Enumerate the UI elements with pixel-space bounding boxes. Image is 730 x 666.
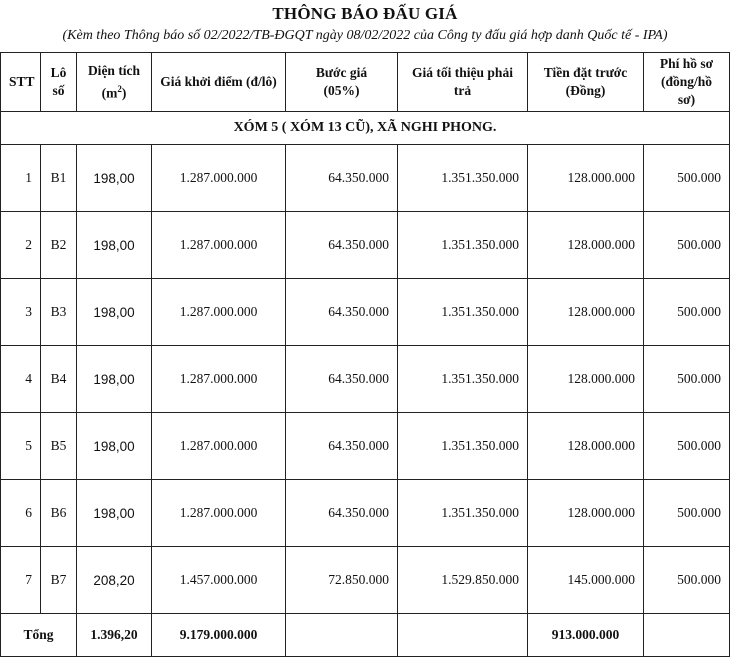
table-row [1, 212, 730, 279]
table-row [1, 413, 730, 480]
header-min-price-line1: Giá tối thiệu phải [412, 65, 513, 80]
table-row [1, 145, 730, 212]
header-row [1, 53, 730, 112]
header-deposit-line1: Tiền đặt trước [543, 65, 628, 80]
total-start-price: 9.179.000.000 [152, 614, 286, 657]
cell-step: 64.350.000 [286, 480, 398, 547]
cell-stt: 2 [1, 212, 41, 279]
cell-fee: 500.000 [644, 279, 730, 346]
cell-lot: B3 [41, 279, 77, 346]
cell-deposit: 128.000.000 [528, 346, 644, 413]
header-deposit-line2: (Đồng) [565, 83, 606, 98]
header-start-price: Giá khởi điểm (đ/lô) [152, 53, 286, 112]
cell-step: 64.350.000 [286, 279, 398, 346]
cell-deposit: 128.000.000 [528, 279, 644, 346]
total-step [286, 614, 398, 657]
cell-area: 208,20 [77, 547, 152, 614]
cell-deposit: 128.000.000 [528, 413, 644, 480]
header-step [286, 53, 398, 112]
cell-start-price: 1.287.000.000 [152, 480, 286, 547]
cell-deposit: 128.000.000 [528, 480, 644, 547]
total-area: 1.396,20 [77, 614, 152, 657]
cell-fee: 500.000 [644, 212, 730, 279]
cell-fee: 500.000 [644, 145, 730, 212]
header-step-line1: Bước giá [315, 65, 368, 80]
cell-lot: B1 [41, 145, 77, 212]
cell-area: 198,00 [77, 346, 152, 413]
cell-min-price: 1.351.350.000 [398, 346, 528, 413]
cell-fee: 500.000 [644, 547, 730, 614]
cell-start-price: 1.287.000.000 [152, 346, 286, 413]
total-fee [644, 614, 730, 657]
header-min-price-line2: trả [453, 83, 472, 98]
header-area-unit-sup: 2 [117, 83, 122, 94]
cell-step: 64.350.000 [286, 145, 398, 212]
cell-area: 198,00 [77, 145, 152, 212]
cell-lot: B5 [41, 413, 77, 480]
cell-lot: B4 [41, 346, 77, 413]
cell-step: 64.350.000 [286, 413, 398, 480]
cell-start-price: 1.287.000.000 [152, 212, 286, 279]
cell-deposit: 128.000.000 [528, 145, 644, 212]
cell-stt: 6 [1, 480, 41, 547]
header-area [77, 53, 152, 112]
header-area-line1: Diện tích [87, 62, 141, 78]
header-min-price [398, 53, 528, 112]
header-fee-line2: (đồng/hồ sơ) [660, 74, 713, 107]
cell-min-price: 1.351.350.000 [398, 212, 528, 279]
header-lot-line2: số [52, 83, 65, 98]
cell-area: 198,00 [77, 279, 152, 346]
cell-min-price: 1.351.350.000 [398, 413, 528, 480]
cell-lot: B2 [41, 212, 77, 279]
cell-deposit: 128.000.000 [528, 212, 644, 279]
table-row [1, 346, 730, 413]
cell-area: 198,00 [77, 212, 152, 279]
cell-area: 198,00 [77, 413, 152, 480]
section-title: XÓM 5 ( XÓM 13 CŨ), XÃ NGHI PHONG. [1, 112, 730, 145]
cell-start-price: 1.457.000.000 [152, 547, 286, 614]
cell-fee: 500.000 [644, 413, 730, 480]
cell-step: 64.350.000 [286, 212, 398, 279]
cell-stt: 5 [1, 413, 41, 480]
cell-stt: 7 [1, 547, 41, 614]
section-row [1, 112, 730, 145]
cell-stt: 4 [1, 346, 41, 413]
header-deposit [528, 53, 644, 112]
cell-deposit: 145.000.000 [528, 547, 644, 614]
cell-min-price: 1.351.350.000 [398, 279, 528, 346]
header-fee [644, 53, 730, 112]
table-row [1, 547, 730, 614]
cell-step: 72.850.000 [286, 547, 398, 614]
cell-lot: B6 [41, 480, 77, 547]
total-label: Tổng [1, 614, 77, 657]
cell-area: 198,00 [77, 480, 152, 547]
table-row [1, 279, 730, 346]
cell-stt: 1 [1, 145, 41, 212]
header-area-unit-close: ) [121, 85, 127, 101]
total-min-price [398, 614, 528, 657]
cell-min-price: 1.351.350.000 [398, 145, 528, 212]
header-lot [41, 53, 77, 112]
header-stt: STT [1, 53, 41, 112]
table-row [1, 480, 730, 547]
cell-step: 64.350.000 [286, 346, 398, 413]
cell-start-price: 1.287.000.000 [152, 145, 286, 212]
cell-start-price: 1.287.000.000 [152, 413, 286, 480]
document-subtitle: (Kèm theo Thông báo số 02/2022/TB-ĐGQT ngày 08/02/2022 của Công ty đấu giá hợp danh Quốc tế - IPA) [62, 28, 668, 43]
total-row [1, 614, 730, 657]
total-deposit: 913.000.000 [528, 614, 644, 657]
cell-fee: 500.000 [644, 346, 730, 413]
auction-table [0, 52, 730, 657]
header-lot-line1: Lô [50, 65, 67, 80]
header-area-unit-open: (m [101, 85, 118, 101]
cell-min-price: 1.351.350.000 [398, 480, 528, 547]
header-step-line2: (05%) [323, 83, 360, 98]
cell-min-price: 1.529.850.000 [398, 547, 528, 614]
cell-stt: 3 [1, 279, 41, 346]
cell-start-price: 1.287.000.000 [152, 279, 286, 346]
cell-fee: 500.000 [644, 480, 730, 547]
cell-lot: B7 [41, 547, 77, 614]
document-title: THÔNG BÁO ĐẤU GIÁ [272, 4, 458, 23]
header-fee-line1: Phí hồ sơ [659, 56, 714, 71]
